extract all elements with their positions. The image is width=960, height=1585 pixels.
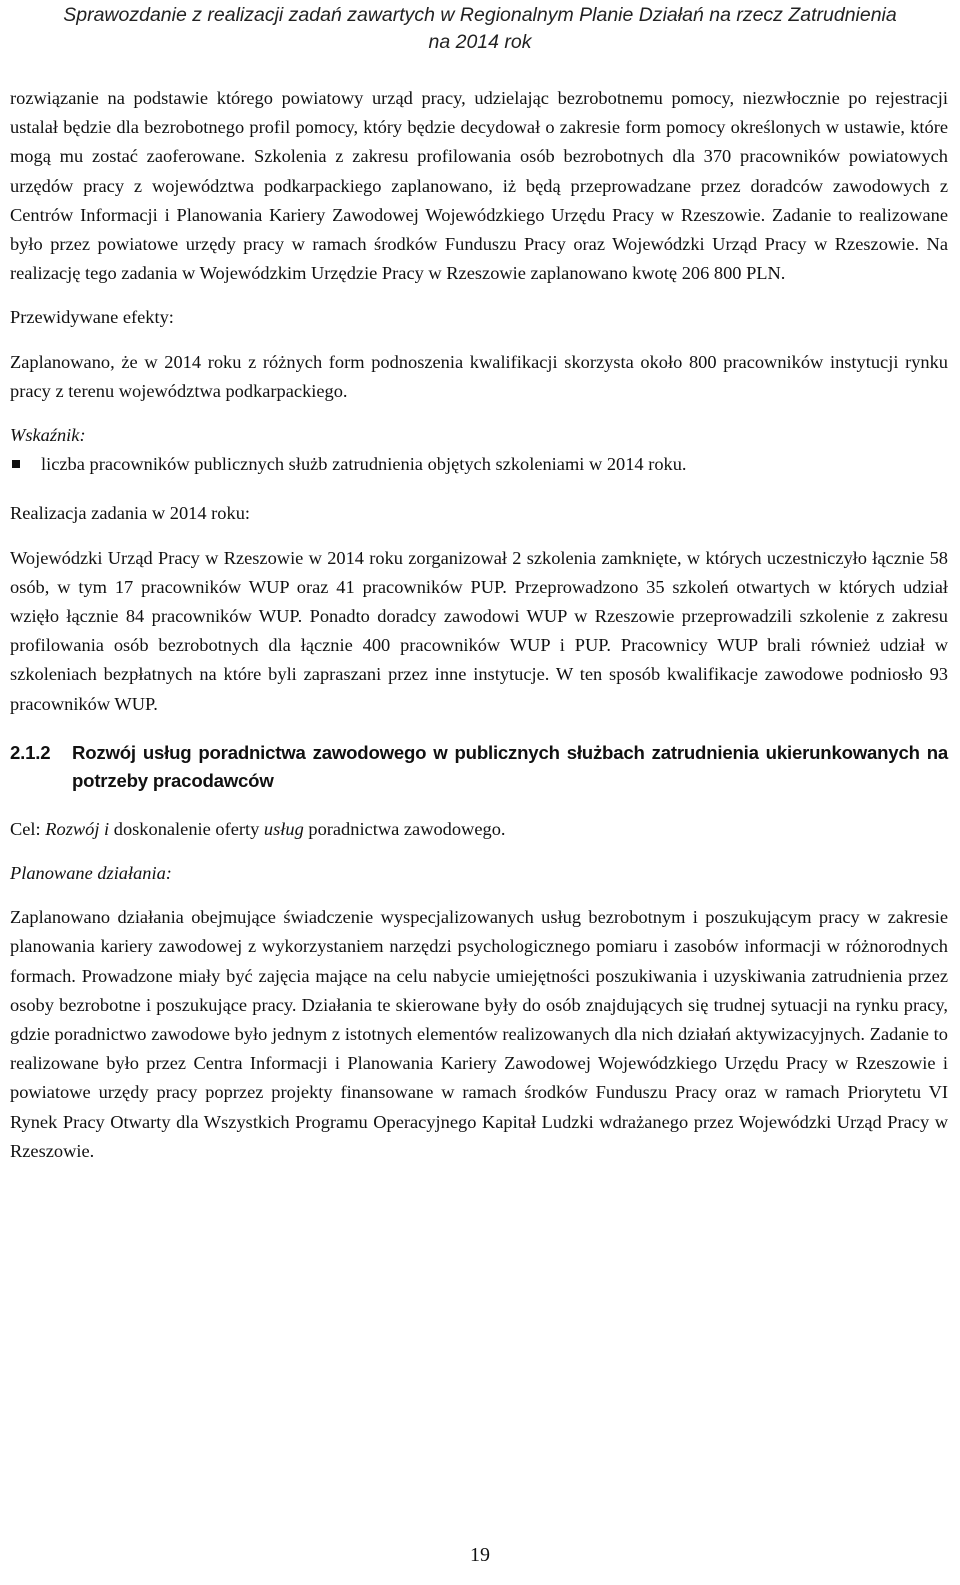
section-title: Rozwój usług poradnictwa zawodowego w publicznych służbach zatrudnienia ukierunkowanych na potrzeby pracodawców: [72, 741, 948, 791]
indicator-item-text: liczba pracowników publicznych służb zatrudnienia objętych szkoleniami w 2014 roku.: [41, 454, 687, 475]
realization-heading: Realizacja zadania w 2014 roku:: [10, 503, 250, 524]
realization-text: Wojewódzki Urząd Pracy w Rzeszowie w 2014 roku zorganizował 2 szkolenia zamknięte, w których uczestniczyło łącznie 58 osób, w tym 17 pracowników WUP oraz 41 pracowników PUP. Przeprowadzono 35 szkoleń otwartych w których udział wzięło łącznie 84 pracowników WUP. Ponadto doradcy zawodowi WUP w Rzeszowie przeprowadzili szkolenie z zakresu profilowania osób bezrobotnych dla łącznie 400 pracowników WUP i PUP. Pracownicy WUP brali również udział w szkoleniach bezpłatnych na które byli zapraszani przez inne instytucje. W ten sposób kwalifikacje zawodowe podniosło 93 pracowników WUP.: [10, 547, 948, 714]
section-number: 2.1.2: [10, 741, 51, 763]
section-heading: [10, 739, 948, 795]
goal-italic-part-2: usług: [263, 818, 304, 839]
goal-line: [10, 815, 948, 844]
square-bullet-icon: [12, 460, 20, 468]
goal-end-part: poradnictwa zawodowego.: [308, 818, 506, 839]
effects-text: Zaplanowano, że w 2014 roku z różnych form podnoszenia kwalifikacji skorzysta około 800 pracowników instytucji rynku pracy z terenu województwa podkarpackiego.: [10, 351, 948, 401]
document-body: [10, 84, 948, 1166]
planned-heading: Planowane działania:: [10, 863, 172, 884]
page-number: 19: [470, 1544, 490, 1566]
list-item: [10, 450, 948, 479]
indicator-heading: Wskaźnik:: [10, 425, 86, 446]
effects-heading: Przewidywane efekty:: [10, 307, 174, 328]
goal-italic-part: Rozwój i: [45, 818, 110, 839]
goal-label: Cel:: [10, 818, 41, 839]
page-header: [0, 2, 960, 56]
paragraph-profiling-training: rozwiązanie na podstawie którego powiatowy urząd pracy, udzielając bezrobotnemu pomocy, niezwłocznie po rejestracji ustalał będzie dla bezrobotnego profil pomocy, który będzie decydował o zakresie form pomocy określonych w ustawie, które mogą mu zostać zaoferowane. Szkolenia z zakresu profilowania osób bezrobotnych dla 370 pracowników powiatowych urzędów pracy z województwa podkarpackiego zaplanowano, iż będą przeprowadzane przez doradców zawodowych z Centrów Informacji i Planowania Kariery Zawodowej Wojewódzkiego Urzędu Pracy w Rzeszowie. Zadanie to realizowane było przez powiatowe urzędy pracy w ramach środków Funduszu Pracy oraz Wojewódzki Urząd Pracy w Rzeszowie. Na realizację tego zadania w Wojewódzkim Urzędzie Pracy w Rzeszowie zaplanowano kwotę 206 800 PLN.: [10, 88, 948, 284]
planned-text: Zaplanowano działania obejmujące świadczenie wyspecjalizowanych usług bezrobotnym i poszukującym pracy w zakresie planowania kariery zawodowej z wykorzystaniem narzędzi psychologicznego pomiaru i zasobów informacji w różnorodnych formach. Prowadzone miały być zajęcia mające na celu nabycie umiejętności poszukiwania i uzyskiwania zatrudnienia przez osoby bezrobotne i poszukujące pracy. Działania te skierowane były do osób znajdujących się trudnej sytuacji na rynku pracy, gdzie poradnictwo zawodowe było jednym z istotnych elementów realizowanych dla nich działań aktywizacyjnych. Zadanie to realizowane było przez Centra Informacji i Planowania Kariery Zawodowej Wojewódzkiego Urzędu Pracy w Rzeszowie i powiatowe urzędy pracy poprzez projekty finansowane w ramach środków Funduszu Pracy oraz w ramach Priorytetu VI Rynek Pracy Otwarty dla Wszystkich Programu Operacyjnego Kapitał Ludzki wdrażanego przez Wojewódzki Urząd Pracy w Rzeszowie.: [10, 907, 948, 1161]
header-line-2: na 2014 rok: [428, 31, 532, 53]
indicator-list: [10, 450, 948, 479]
header-line-1: Sprawozdanie z realizacji zadań zawartych w Regionalnym Planie Działań na rzecz Zatrudnienia: [63, 4, 897, 26]
goal-middle-part: doskonalenie oferty: [113, 818, 260, 839]
